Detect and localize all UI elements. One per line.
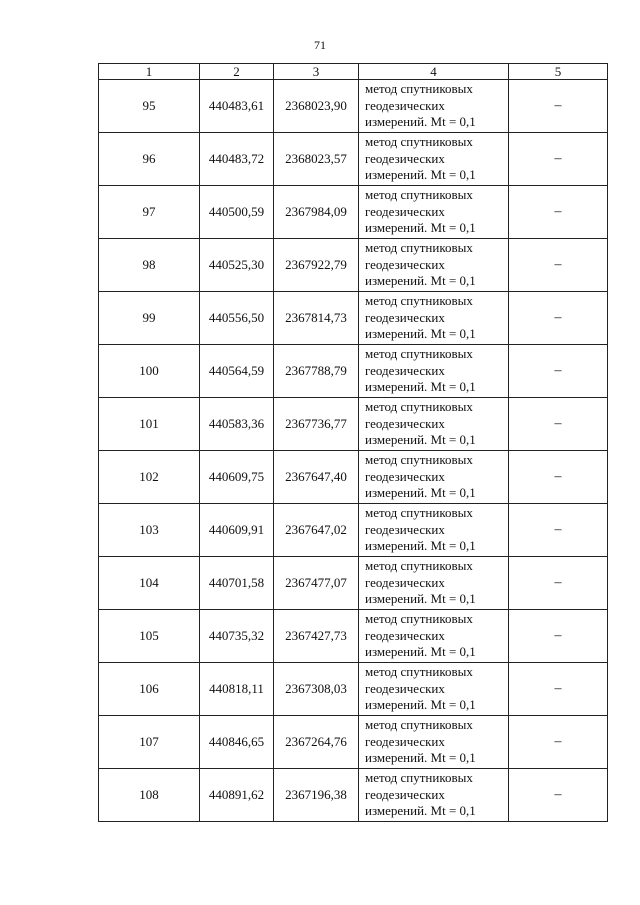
note-cell: – <box>509 610 608 663</box>
point-number-cell: 98 <box>99 239 200 292</box>
table-row <box>99 610 608 663</box>
method-line: метод спутниковых <box>365 558 473 574</box>
y-coordinate-cell: 2367814,73 <box>274 292 359 345</box>
method-cell <box>359 292 509 345</box>
method-cell <box>359 345 509 398</box>
point-number-cell: 106 <box>99 663 200 716</box>
y-coordinate-cell: 2367984,09 <box>274 186 359 239</box>
x-coordinate-cell: 440583,36 <box>200 398 274 451</box>
point-number-cell: 102 <box>99 451 200 504</box>
column-header-1: 1 <box>99 64 200 80</box>
method-line: измерений. Mt = 0,1 <box>365 114 476 130</box>
y-coordinate-cell: 2368023,57 <box>274 133 359 186</box>
point-number-cell: 104 <box>99 557 200 610</box>
method-line: метод спутниковых <box>365 505 473 521</box>
method-line: метод спутниковых <box>365 187 473 203</box>
method-line: измерений. Mt = 0,1 <box>365 697 476 713</box>
method-line: метод спутниковых <box>365 452 473 468</box>
method-line: метод спутниковых <box>365 293 473 309</box>
method-line: геодезических <box>365 97 445 113</box>
method-line: геодезических <box>365 627 445 643</box>
point-number-cell: 95 <box>99 80 200 133</box>
x-coordinate-cell: 440500,59 <box>200 186 274 239</box>
note-cell: – <box>509 186 608 239</box>
y-coordinate-cell: 2367647,40 <box>274 451 359 504</box>
x-coordinate-cell: 440735,32 <box>200 610 274 663</box>
y-coordinate-cell: 2367922,79 <box>274 239 359 292</box>
y-coordinate-cell: 2367264,76 <box>274 716 359 769</box>
method-line: геодезических <box>365 574 445 590</box>
note-cell: – <box>509 663 608 716</box>
table-row <box>99 451 608 504</box>
method-line: геодезических <box>365 362 445 378</box>
note-cell: – <box>509 80 608 133</box>
note-cell: – <box>509 345 608 398</box>
table-row <box>99 186 608 239</box>
y-coordinate-cell: 2367477,07 <box>274 557 359 610</box>
column-header-3: 3 <box>274 64 359 80</box>
method-line: метод спутниковых <box>365 770 473 786</box>
point-number-cell: 99 <box>99 292 200 345</box>
method-line: геодезических <box>365 203 445 219</box>
x-coordinate-cell: 440609,75 <box>200 451 274 504</box>
method-line: метод спутниковых <box>365 611 473 627</box>
method-cell <box>359 769 509 822</box>
method-cell <box>359 716 509 769</box>
y-coordinate-cell: 2368023,90 <box>274 80 359 133</box>
method-line: геодезических <box>365 521 445 537</box>
method-cell <box>359 239 509 292</box>
method-line: метод спутниковых <box>365 664 473 680</box>
x-coordinate-cell: 440846,65 <box>200 716 274 769</box>
header-row <box>99 64 608 80</box>
x-coordinate-cell: 440525,30 <box>200 239 274 292</box>
x-coordinate-cell: 440483,61 <box>200 80 274 133</box>
method-line: метод спутниковых <box>365 399 473 415</box>
x-coordinate-cell: 440556,50 <box>200 292 274 345</box>
method-line: измерений. Mt = 0,1 <box>365 379 476 395</box>
method-line: метод спутниковых <box>365 81 473 97</box>
column-header-5: 5 <box>509 64 608 80</box>
method-line: метод спутниковых <box>365 717 473 733</box>
method-line: измерений. Mt = 0,1 <box>365 803 476 819</box>
method-cell <box>359 186 509 239</box>
y-coordinate-cell: 2367196,38 <box>274 769 359 822</box>
method-line: измерений. Mt = 0,1 <box>365 326 476 342</box>
point-number-cell: 101 <box>99 398 200 451</box>
method-cell <box>359 504 509 557</box>
method-line: измерений. Mt = 0,1 <box>365 644 476 660</box>
column-header-4: 4 <box>359 64 509 80</box>
y-coordinate-cell: 2367308,03 <box>274 663 359 716</box>
x-coordinate-cell: 440818,11 <box>200 663 274 716</box>
table-row <box>99 663 608 716</box>
method-line: измерений. Mt = 0,1 <box>365 750 476 766</box>
table-header <box>99 64 608 80</box>
method-line: измерений. Mt = 0,1 <box>365 432 476 448</box>
table-body <box>99 80 608 822</box>
method-line: измерений. Mt = 0,1 <box>365 485 476 501</box>
point-number-cell: 100 <box>99 345 200 398</box>
method-line: метод спутниковых <box>365 240 473 256</box>
method-cell <box>359 398 509 451</box>
method-line: геодезических <box>365 309 445 325</box>
page-number: 71 <box>314 38 326 52</box>
table-row <box>99 80 608 133</box>
point-number-cell: 96 <box>99 133 200 186</box>
y-coordinate-cell: 2367736,77 <box>274 398 359 451</box>
method-cell <box>359 557 509 610</box>
point-number-cell: 103 <box>99 504 200 557</box>
table-row <box>99 239 608 292</box>
method-line: измерений. Mt = 0,1 <box>365 220 476 236</box>
method-line: геодезических <box>365 415 445 431</box>
note-cell: – <box>509 504 608 557</box>
table-row <box>99 557 608 610</box>
note-cell: – <box>509 292 608 345</box>
x-coordinate-cell: 440609,91 <box>200 504 274 557</box>
method-line: геодезических <box>365 468 445 484</box>
method-line: геодезических <box>365 680 445 696</box>
coordinates-table <box>98 63 608 822</box>
x-coordinate-cell: 440564,59 <box>200 345 274 398</box>
table-row <box>99 345 608 398</box>
method-line: измерений. Mt = 0,1 <box>365 591 476 607</box>
method-cell <box>359 133 509 186</box>
table-row <box>99 716 608 769</box>
method-line: геодезических <box>365 150 445 166</box>
y-coordinate-cell: 2367647,02 <box>274 504 359 557</box>
method-line: метод спутниковых <box>365 346 473 362</box>
method-line: измерений. Mt = 0,1 <box>365 538 476 554</box>
point-number-cell: 108 <box>99 769 200 822</box>
note-cell: – <box>509 716 608 769</box>
table-row <box>99 292 608 345</box>
note-cell: – <box>509 557 608 610</box>
x-coordinate-cell: 440483,72 <box>200 133 274 186</box>
method-cell <box>359 80 509 133</box>
x-coordinate-cell: 440891,62 <box>200 769 274 822</box>
column-header-2: 2 <box>200 64 274 80</box>
method-cell <box>359 610 509 663</box>
y-coordinate-cell: 2367427,73 <box>274 610 359 663</box>
note-cell: – <box>509 239 608 292</box>
point-number-cell: 105 <box>99 610 200 663</box>
method-line: измерений. Mt = 0,1 <box>365 167 476 183</box>
point-number-cell: 97 <box>99 186 200 239</box>
method-cell <box>359 663 509 716</box>
y-coordinate-cell: 2367788,79 <box>274 345 359 398</box>
table-row <box>99 398 608 451</box>
table-row <box>99 504 608 557</box>
table-row <box>99 133 608 186</box>
method-line: метод спутниковых <box>365 134 473 150</box>
x-coordinate-cell: 440701,58 <box>200 557 274 610</box>
note-cell: – <box>509 769 608 822</box>
note-cell: – <box>509 451 608 504</box>
note-cell: – <box>509 398 608 451</box>
method-cell <box>359 451 509 504</box>
method-line: геодезических <box>365 733 445 749</box>
table-row <box>99 769 608 822</box>
point-number-cell: 107 <box>99 716 200 769</box>
method-line: измерений. Mt = 0,1 <box>365 273 476 289</box>
method-line: геодезических <box>365 256 445 272</box>
note-cell: – <box>509 133 608 186</box>
method-line: геодезических <box>365 786 445 802</box>
